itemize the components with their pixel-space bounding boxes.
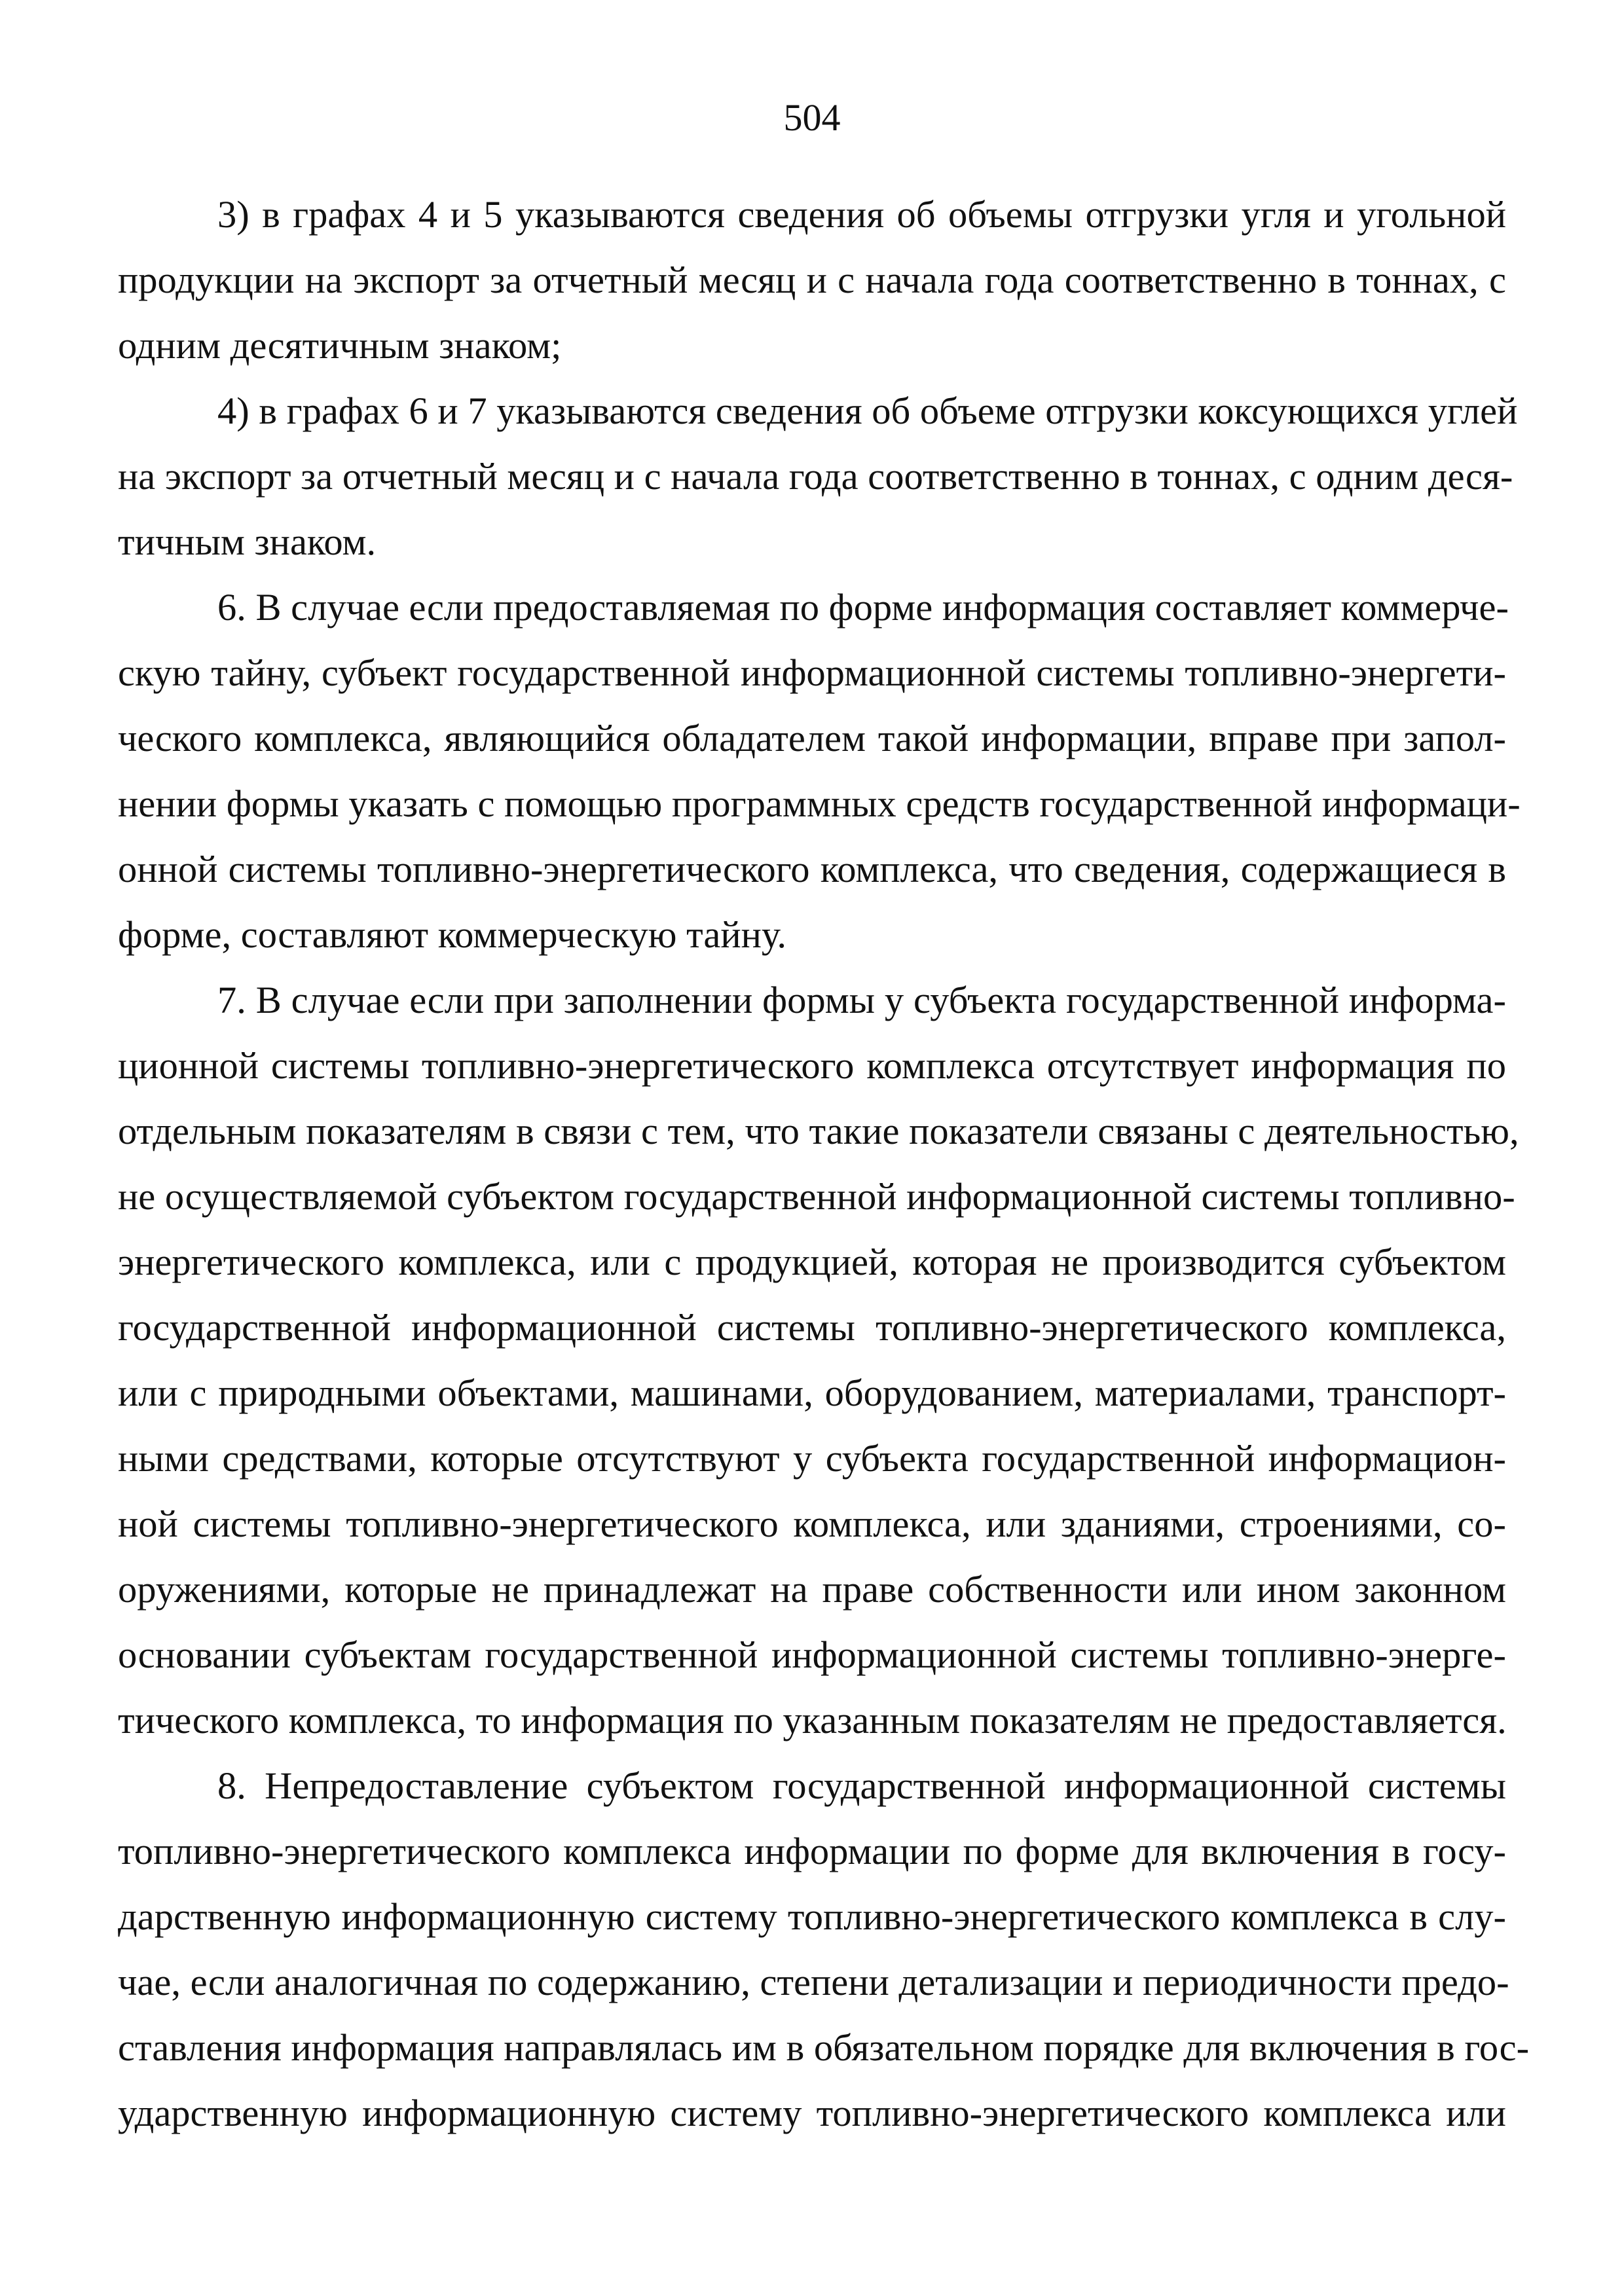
text-line: топливно-энергетического комплекса информации по форме для включения в госу- xyxy=(118,1830,1506,1872)
text-line: не осуществляемой субъектом государственной информационной системы топливно- xyxy=(118,1175,1515,1218)
page-number: 504 xyxy=(783,96,841,139)
text-line: ной системы топливно-энергетического комплекса, или зданиями, строениями, со- xyxy=(118,1503,1506,1545)
text-line: государственной информационной системы топливно-энергетического комплекса, xyxy=(118,1306,1506,1349)
text-line: 4) в графах 6 и 7 указываются сведения об объеме отгрузки коксующихся углей xyxy=(217,390,1518,432)
text-line: продукции на экспорт за отчетный месяц и с начала года соответственно в тоннах, с xyxy=(118,259,1506,301)
text-line: отдельным показателям в связи с тем, что такие показатели связаны с деятельностью, xyxy=(118,1110,1519,1152)
text-line: ческого комплекса, являющийся обладателем такой информации, вправе при запол- xyxy=(118,717,1506,759)
text-line: одним десятичным знаком; xyxy=(118,324,562,367)
text-line: энергетического комплекса, или с продукцией, которая не производится субъектом xyxy=(118,1241,1506,1283)
text-line: ционной системы топливно-энергетического комплекса отсутствует информация по xyxy=(118,1044,1506,1087)
text-line: основании субъектам государственной информационной системы топливно-энерге- xyxy=(118,1633,1506,1676)
text-line: ными средствами, которые отсутствуют у субъекта государственной информацион- xyxy=(118,1437,1506,1480)
text-line: нении формы указать с помощью программных средств государственной информаци- xyxy=(118,782,1521,825)
text-line: тического комплекса, то информация по указанным показателям не предоставляется. xyxy=(118,1699,1507,1741)
paragraph-7 xyxy=(118,968,1519,1753)
paragraph-item-4 xyxy=(118,378,1518,575)
text-line: или с природными объектами, машинами, оборудованием, материалами, транспорт- xyxy=(118,1372,1506,1414)
text-line: скую тайну, субъект государственной информационной системы топливно-энергети- xyxy=(118,651,1506,694)
text-line: ударственную информационную систему топливно-энергетического комплекса или xyxy=(118,2092,1506,2134)
text-line: 3) в графах 4 и 5 указываются сведения об объемы отгрузки угля и угольной xyxy=(217,193,1506,236)
text-line: ставления информация направлялась им в обязательном порядке для включения в гос- xyxy=(118,2026,1530,2069)
text-line: форме, составляют коммерческую тайну. xyxy=(118,913,786,956)
text-line: 7. В случае если при заполнении формы у субъекта государственной информа- xyxy=(217,979,1506,1021)
text-line: 8. Непредоставление субъектом государственной информационной системы xyxy=(217,1764,1506,1807)
text-line: 6. В случае если предоставляемая по форме информация составляет коммерче- xyxy=(217,586,1509,629)
text-line: онной системы топливно-энергетического комплекса, что сведения, содержащиеся в xyxy=(118,848,1506,890)
text-line: оружениями, которые не принадлежат на праве собственности или ином законном xyxy=(118,1568,1506,1611)
paragraph-6 xyxy=(118,575,1521,968)
text-line: тичным знаком. xyxy=(118,520,377,563)
text-line: дарственную информационную систему топливно-энергетического комплекса в слу- xyxy=(118,1895,1506,1938)
text-line: на экспорт за отчетный месяц и с начала года соответственно в тоннах, с одним деся- xyxy=(118,455,1513,498)
text-line: чае, если аналогичная по содержанию, степени детализации и периодичности предо- xyxy=(118,1961,1509,2003)
document-body xyxy=(118,182,1530,2146)
paragraph-8 xyxy=(118,1753,1530,2146)
paragraph-item-3 xyxy=(118,182,1506,378)
